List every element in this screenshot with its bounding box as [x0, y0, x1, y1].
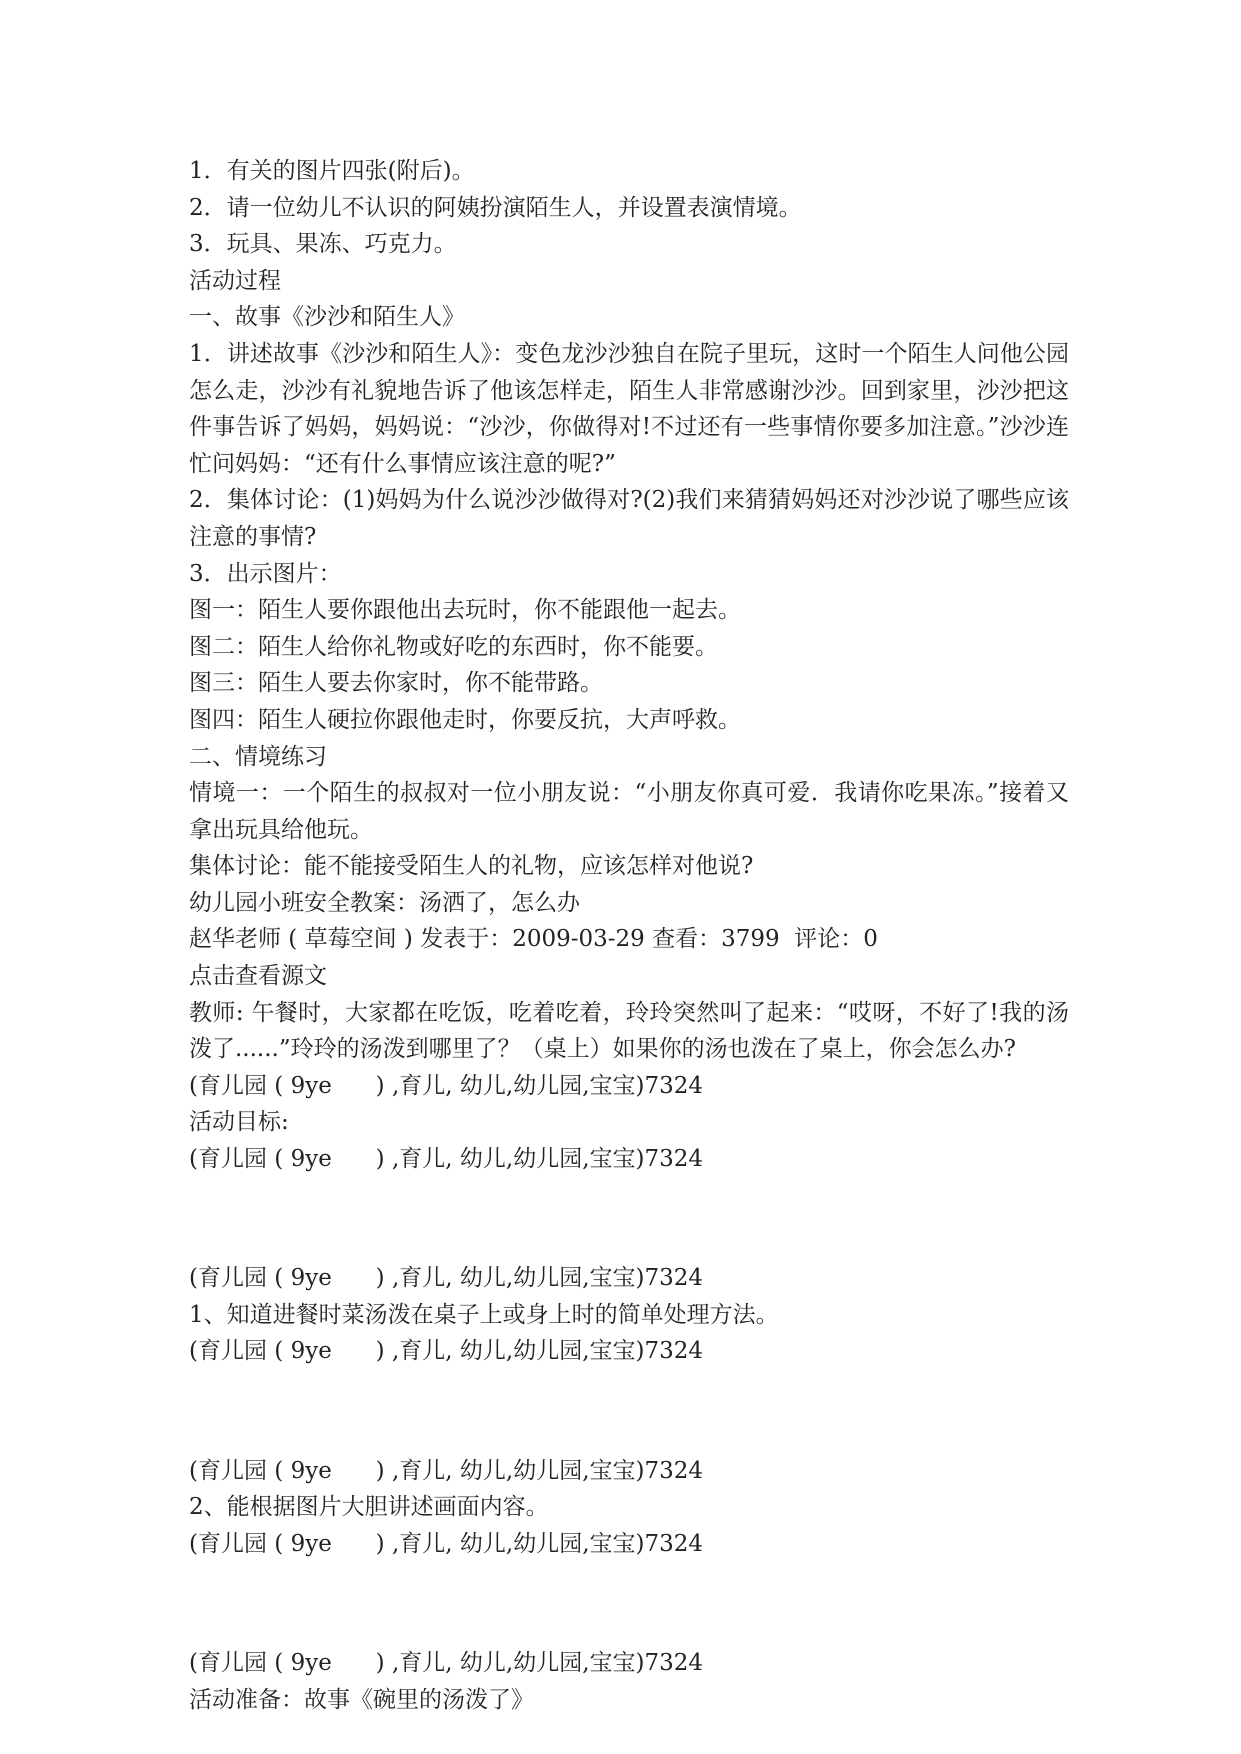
- text-line: 活动过程: [189, 267, 281, 294]
- text-line: 1．有关的图片四张(附后)。: [189, 158, 475, 184]
- text-line: (育儿园 ( 9ye ) ,育儿, 幼儿,幼儿园,宝宝)7324: [189, 1338, 704, 1365]
- text-paragraph: 教师: 午餐时，大家都在吃饭，吃着吃着，玲玲突然叫了起来：“哎呀，不好了!我的汤泼了......”玲玲的汤泼到哪里了？（桌上）如果你的汤也泼在了桌上，你会怎么办?: [189, 999, 1069, 1063]
- document-body: [189, 153, 1069, 1718]
- text-line: 活动目标:: [189, 1109, 289, 1136]
- text-line: 集体讨论：能不能接受陌生人的礼物，应该怎样对他说?: [189, 853, 754, 880]
- text-line: (育儿园 ( 9ye ) ,育儿, 幼儿,幼儿园,宝宝)7324: [189, 1649, 704, 1676]
- text-line: 图四：陌生人硬拉你跟他走时，你要反抗，大声呼救。: [189, 706, 741, 733]
- text-line: (育儿园 ( 9ye ) ,育儿, 幼儿,幼儿园,宝宝)7324: [189, 1072, 704, 1099]
- text-paragraph: 1．讲述故事《沙沙和陌生人》：变色龙沙沙独自在院子里玩，这时一个陌生人问他公园怎么走，沙沙有礼貌地告诉了他该怎样走，陌生人非常感谢沙沙。回到家里，沙沙把这件事告诉了妈妈，妈妈说：“沙沙，你做得对!不过还有一些事情你要多加注意。”沙沙连忙问妈妈：“还有什么事情应该注意的呢?”: [189, 340, 1069, 477]
- text-line: 2、能根据图片大胆讲述画面内容。: [189, 1494, 549, 1521]
- text-line: 点击查看源文: [189, 963, 327, 990]
- text-line: 二、情境练习: [189, 743, 327, 770]
- blank-line: [189, 1201, 1069, 1238]
- text-paragraph: 2．集体讨论：(1)妈妈为什么说沙沙做得对?(2)我们来猜猜妈妈还对沙沙说了哪些应该注意的事情?: [189, 487, 1069, 550]
- text-line: 一、故事《沙沙和陌生人》: [189, 304, 465, 331]
- blank-line: [189, 1393, 1069, 1430]
- text-line: 赵华老师 ( 草莓空间 ) 发表于：2009-03-29 查看：3799 评论：0: [189, 926, 878, 953]
- text-line: 图二：陌生人给你礼物或好吃的东西时，你不能要。: [189, 633, 718, 660]
- text-line: (育儿园 ( 9ye ) ,育儿, 幼儿,幼儿园,宝宝)7324: [189, 1265, 704, 1292]
- text-line: 2．请一位幼儿不认识的阿姨扮演陌生人，并设置表演情境。: [189, 194, 802, 221]
- text-line: (育儿园 ( 9ye ) ,育儿, 幼儿,幼儿园,宝宝)7324: [189, 1457, 704, 1484]
- text-line: 图一：陌生人要你跟他出去玩时，你不能跟他一起去。: [189, 597, 741, 624]
- text-line: (育儿园 ( 9ye ) ,育儿, 幼儿,幼儿园,宝宝)7324: [189, 1146, 704, 1173]
- text-line: 1、知道进餐时菜汤泼在桌子上或身上时的简单处理方法。: [189, 1301, 779, 1328]
- text-line: (育儿园 ( 9ye ) ,育儿, 幼儿,幼儿园,宝宝)7324: [189, 1530, 704, 1557]
- text-line: 3．出示图片：: [189, 560, 342, 587]
- text-line: 图三：陌生人要去你家时，你不能带路。: [189, 670, 603, 697]
- text-line: 幼儿园小班安全教案：汤洒了，怎么办: [189, 889, 580, 916]
- text-line: 活动准备：故事《碗里的汤泼了》: [189, 1686, 534, 1713]
- blank-line: [189, 1585, 1069, 1622]
- text-line: 3．玩具、果冻、巧克力。: [189, 231, 457, 258]
- text-paragraph: 情境一：一个陌生的叔叔对一位小朋友说：“小朋友你真可爱．我请你吃果冻。”接着又拿出玩具给他玩。: [189, 780, 1069, 843]
